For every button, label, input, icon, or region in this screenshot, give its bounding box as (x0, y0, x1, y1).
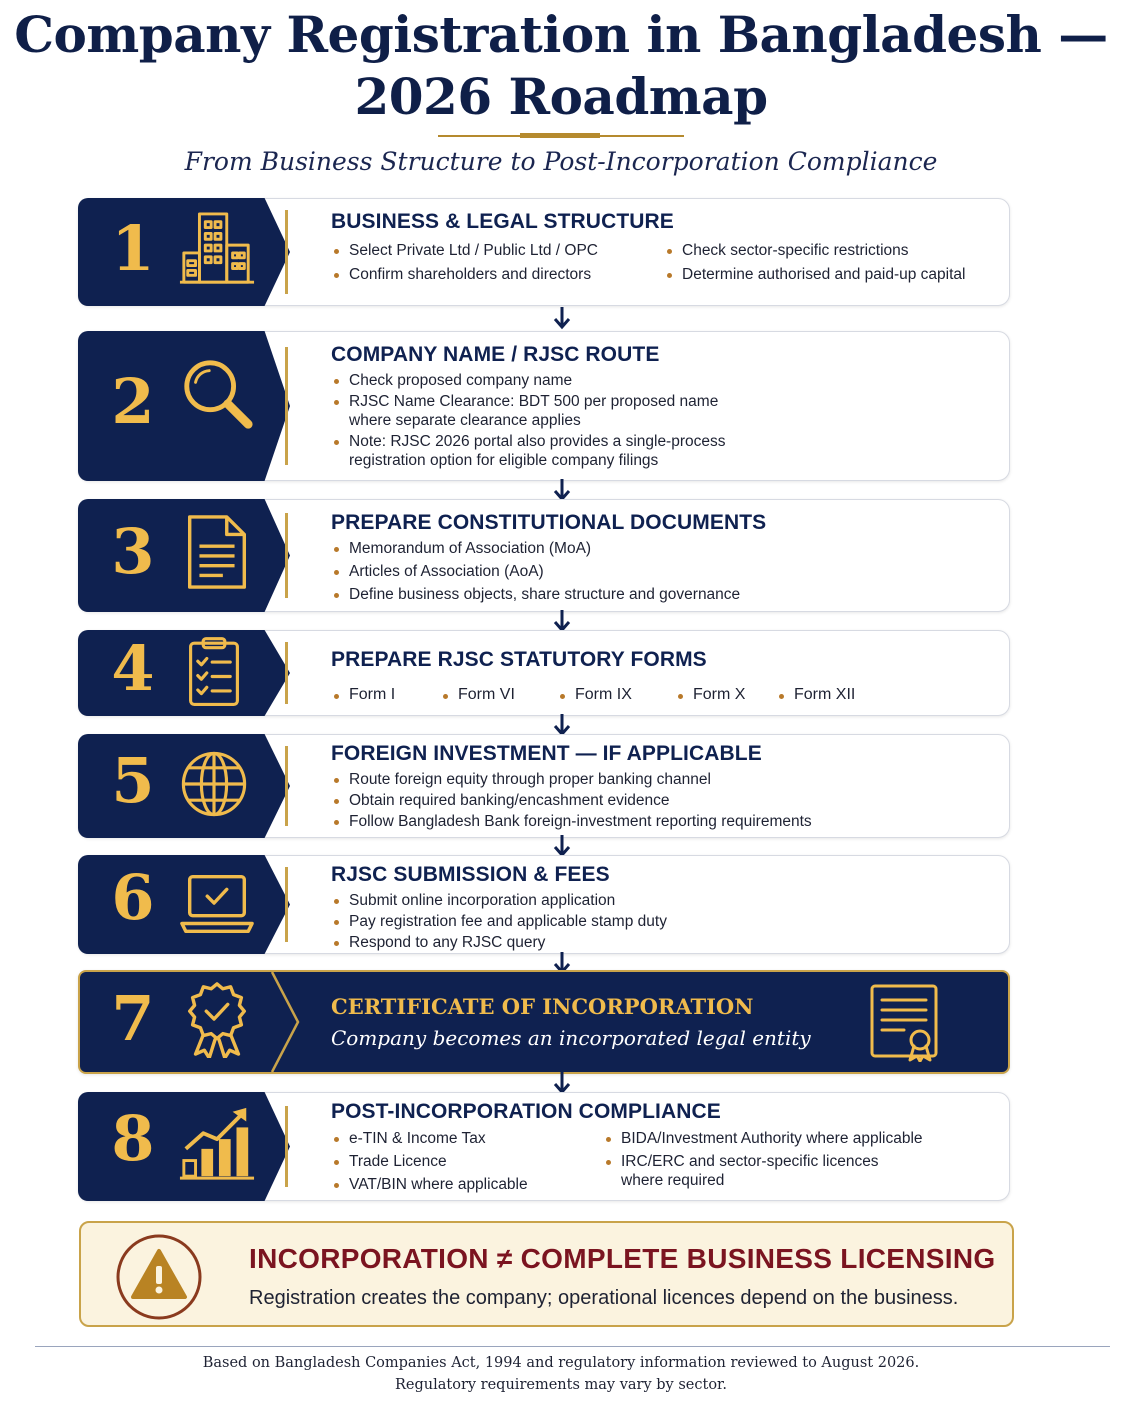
step-tagline: Company becomes an incorporated legal entity (331, 1026, 811, 1050)
bullet-list (331, 539, 996, 604)
gold-divider (285, 513, 288, 598)
bullet-item: Submit online incorporation application (331, 891, 996, 910)
title-line-2: 2026 Roadmap (354, 67, 768, 126)
footer-line-2: Regulatory requirements may vary by sector. (394, 1377, 727, 1393)
step-number: 7 (111, 982, 155, 1055)
step-number: 2 (111, 365, 155, 438)
form-item: Form I (331, 686, 440, 704)
step-number: 5 (111, 744, 155, 817)
step-heading: FOREIGN INVESTMENT — IF APPLICABLE (331, 742, 762, 765)
gold-divider (285, 867, 288, 942)
step-6 (78, 855, 1010, 954)
growth-chart-icon (178, 1104, 256, 1182)
bullet-list (331, 891, 996, 952)
bullet-item: BIDA/Investment Authority where applicable (603, 1129, 973, 1148)
step-heading: CERTIFICATE OF INCORPORATION (331, 994, 754, 1019)
title-divider-accent (520, 133, 600, 138)
step-number: 4 (111, 632, 155, 705)
gold-divider (285, 1106, 288, 1187)
page-subtitle: From Business Structure to Post-Incorporation Compliance (184, 147, 938, 176)
bullet-list-right (603, 1129, 973, 1199)
page-title (0, 4, 1122, 128)
bullet-item: Check proposed company name (331, 371, 761, 390)
step-number: 8 (111, 1102, 155, 1175)
step-8 (78, 1092, 1010, 1201)
bullet-item: VAT/BIN where applicable (331, 1175, 603, 1194)
form-item: Form VI (440, 686, 557, 704)
step-1 (78, 198, 1010, 306)
step-heading: RJSC SUBMISSION & FEES (331, 863, 610, 886)
bullet-item: RJSC Name Clearance: BDT 500 per proposed name where separate clearance applies (331, 392, 761, 430)
bullet-item: Articles of Association (AoA) (331, 562, 996, 581)
step-7 (78, 970, 1010, 1074)
chevron-divider (270, 970, 302, 1074)
footer-line-1: Based on Bangladesh Companies Act, 1994 and regulatory information reviewed to August 2026. (202, 1355, 920, 1371)
bullet-item: Note: RJSC 2026 portal also provides a single-process registration option for eligible company filings (331, 432, 761, 470)
step-heading: BUSINESS & LEGAL STRUCTURE (331, 210, 674, 233)
step-content (331, 1100, 996, 1199)
step-heading: PREPARE CONSTITUTIONAL DOCUMENTS (331, 511, 767, 534)
form-item: Form X (675, 686, 776, 704)
bullet-list (331, 770, 996, 831)
step-content (331, 648, 996, 704)
globe-icon (178, 748, 250, 820)
document-icon (178, 513, 256, 591)
bullet-item: Confirm shareholders and directors (331, 265, 664, 284)
bullet-list (331, 371, 761, 470)
step-5 (78, 734, 1010, 838)
notice-text: Registration creates the company; operational licences depend on the business. (249, 1287, 959, 1309)
bullet-item: Pay registration fee and applicable stamp duty (331, 912, 996, 931)
bullet-item: e-TIN & Income Tax (331, 1129, 603, 1148)
notice-heading: INCORPORATION ≠ COMPLETE BUSINESS LICENSING (249, 1243, 996, 1274)
title-line-1: Company Registration in Bangladesh — (14, 5, 1108, 64)
bullet-item: Follow Bangladesh Bank foreign-investment reporting requirements (331, 812, 996, 831)
form-item: Form IX (557, 686, 675, 704)
magnifier-icon (178, 357, 256, 435)
bullet-list-right (664, 241, 965, 289)
gold-divider (285, 210, 288, 294)
clipboard-checklist-icon (178, 636, 250, 708)
step-content (331, 343, 996, 472)
bullet-item: Trade Licence (331, 1152, 603, 1171)
down-arrow-icon (553, 306, 571, 330)
step-content (331, 742, 996, 833)
step-3 (78, 499, 1010, 612)
step-content (331, 863, 996, 954)
bullet-item: Define business objects, share structure and governance (331, 585, 996, 604)
step-heading: PREPARE RJSC STATUTORY FORMS (331, 648, 707, 671)
bullet-item: Route foreign equity through proper banking channel (331, 770, 996, 789)
forms-list (331, 686, 996, 704)
step-2 (78, 331, 1010, 481)
step-content (331, 210, 996, 289)
gold-divider (285, 347, 288, 465)
step-number: 3 (111, 515, 155, 588)
bullet-list-left (331, 1129, 603, 1199)
footer-divider (35, 1346, 1110, 1347)
bullet-item: Respond to any RJSC query (331, 933, 996, 952)
step-4 (78, 630, 1010, 716)
warning-icon (115, 1233, 203, 1321)
bullet-item: IRC/ERC and sector-specific licences where required (603, 1152, 921, 1190)
laptop-check-icon (178, 865, 256, 943)
bullet-item: Select Private Ltd / Public Ltd / OPC (331, 241, 664, 260)
step-heading: COMPANY NAME / RJSC ROUTE (331, 343, 660, 366)
gold-divider (285, 642, 288, 704)
award-ribbon-icon (178, 980, 256, 1058)
bullet-item: Obtain required banking/encashment evidence (331, 791, 996, 810)
licensing-notice (79, 1221, 1014, 1327)
certificate-icon (868, 982, 942, 1062)
step-heading: POST-INCORPORATION COMPLIANCE (331, 1100, 721, 1123)
buildings-icon (178, 210, 256, 288)
gold-divider (285, 746, 288, 826)
step-number: 1 (111, 212, 155, 285)
bullet-item: Check sector-specific restrictions (664, 241, 965, 260)
bullet-item: Determine authorised and paid-up capital (664, 265, 965, 284)
step-number: 6 (111, 861, 155, 934)
bullet-item: Memorandum of Association (MoA) (331, 539, 996, 558)
form-item: Form XII (776, 686, 855, 704)
step-content (331, 511, 996, 606)
bullet-list-left (331, 241, 664, 289)
